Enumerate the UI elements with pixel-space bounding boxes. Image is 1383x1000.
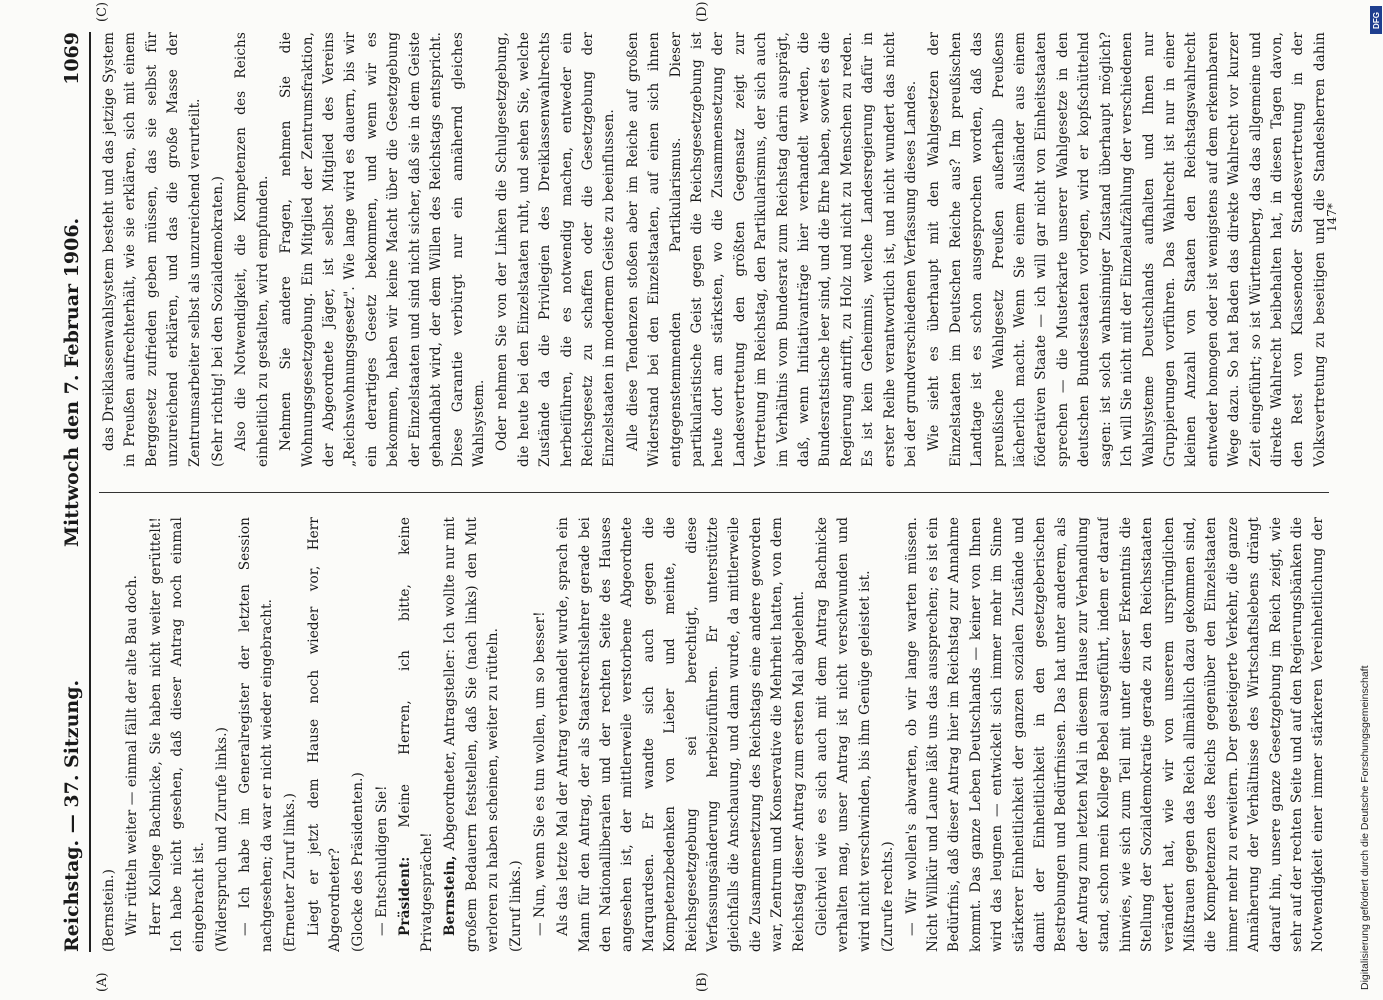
paragraph <box>812 517 876 952</box>
paragraph-text: Wie sieht es überhaupt mit den Wahlgesetzen der Einzelstaaten im Deutschen Reiche aus? Im preußischen Landtage ist es schon ausgesprochen worden, daß das preußische Wahlgesetz Preußen außerhalb Preußens lächerlich macht. Wenn Sie einem Ausländer aus einem föderativen Staate — ich will gar nicht von Einheitsstaaten sprechen — die Musterkarte unserer Wahlgesetze in den deutschen Bundesstaaten vorlegen, wird er kopfschüttelnd sagen: ist solch wahnsinniger Zustand überhaupt möglich? Ich will Sie nicht mit der Einzelaufzählung der verschiedenen Wahlsysteme Deutschlands aufhalten und Ihnen nur Gruppierungen vorführen. Das Wahlrecht ist nur in einer kleinen Anzahl von Staaten den Reichstagswahlrecht entweder homogen oder ist wenigstens auf dem erkennbaren Wege dazu. So hat Baden das direkte Wahlrecht vor kurzer Zeit eingeführt; so ist Württemberg, das das allgemeine und direkte Wahlrecht beibehalten hat, in diesen Tagen davon, den Rest von Klassenoder Standesvertretung in der Volksvertretung zu beseitigen und die Standesherren dahin <box>926 32 1328 467</box>
paragraph <box>208 32 229 467</box>
paragraph-text: Nehmen Sie andere Fragen, nehmen Sie die Wohnungsgesetzgebung. Ein Mitglied der Zentrumsfraktion, der Abgeordnete Jäger, ist selbst Mitglied des Vereins „Reichswohnungsgesetz". Wie lange wird es dauern, bis wir ein derartiges Gesetz bekommen, und wenn wir es bekommen, haben wir keine Macht über die Gesetzgebung der Einzelstaaten und sind nicht sicher, daß sie in dem Geiste gehandhabt wird, der dem Willen des Reichstags entspricht. Diese Garantie verbürgt nur ein annähernd gleiches Wahlsystem. <box>278 32 487 467</box>
paragraph <box>235 517 278 952</box>
margin-letter-c: (C) <box>95 1 110 22</box>
page-number: 1069 <box>61 32 83 85</box>
left-column <box>99 517 1329 952</box>
paragraph <box>348 517 369 952</box>
paragraph-text: (Sehr richtig! bei den Sozialdemokraten.) <box>210 175 227 467</box>
paragraph-text: Liegt er jetzt dem Hause noch wieder vor, Herr Abgeordneter? <box>305 517 344 952</box>
paragraph-text: (Zurufe rechts.) <box>880 841 897 952</box>
paragraph-text: Als das letzte Mal der Antrag verhandelt wurde, sprach ein Mann für den Antrag, der als Staatsrechtslehrer gerade bei den Nationalliberalen und der rechten Seite des Hauses angesehen ist, der mittlerweile verstorbene Abgeordnete Marquardsen. Er wandte sich auch gegen die Kompetenzbedenken von Lieber und meinte, die Reichsgesetzgebung sei berechtigt, diese Verfassungsänderung herbeizuführen. Er unterstützte gleichfalls die Anschauung, und dann wurde, da mittlerweile die Zusammensetzung des Reichstags eine andere geworden war, Zentrum und Konservative die Mehrheit hatten, von dem Reichstag dieser Antrag zum ersten Mal abgelehnt. <box>555 517 807 952</box>
folio-mark: 147* <box>1325 203 1339 232</box>
paragraph <box>99 32 206 467</box>
paragraph-text: (Bernstein.) <box>101 868 117 952</box>
paragraph <box>280 517 301 952</box>
paragraph <box>440 517 504 952</box>
margin-letter-b: (B) <box>695 972 710 992</box>
paragraph <box>212 517 233 952</box>
paragraph-text: Abgeordneter, Antragsteller: Ich wollte nur mit großem Bedauern feststellen, daß Sie (nach links) den Mut verloren zu haben scheinen, weiter zu rütteln. <box>442 517 501 952</box>
page-header <box>55 32 91 952</box>
margin-letter-d: (D) <box>695 1 710 22</box>
header-date: Mittwoch den 7. Februar 1906. <box>61 217 83 547</box>
paragraph <box>553 517 810 952</box>
speaker-name: Bernstein, <box>442 855 459 936</box>
paragraph-text: (Zuruf links.) <box>508 860 525 952</box>
paragraph-text: — Nun, wenn Sie es tun wollen, um so besser! <box>531 611 548 936</box>
paragraph <box>231 32 274 467</box>
margin-letter-a: (A) <box>95 972 110 992</box>
paragraph <box>122 517 143 952</box>
column-divider <box>99 492 1329 493</box>
rotated-page <box>55 1 1345 992</box>
paragraph <box>623 32 923 467</box>
paragraph <box>372 517 393 952</box>
dfg-logo-text: DFG <box>1371 11 1381 29</box>
paragraph <box>924 32 1329 467</box>
paragraph-text: Herr Kollege Bachnicke, Sie haben nicht weiter gerüttelt! Ich habe nicht gesehen, daß dieser Antrag noch einmal eingebracht ist. <box>147 517 207 952</box>
paragraph-text: Gleichviel wie es sich auch mit dem Antrag Bachnicke verhalten mag, unser Antrag ist nicht verschwunden und wird nicht verschwinden, bis ihm Genüge geleistet ist. <box>814 517 873 952</box>
paragraph-text: Alle diese Tendenzen stoßen aber im Reiche auf großen Widerstand bei den Einzelstaaten, auf einen sich ihnen entgegenstemmenden Partikularismus. Dieser partikularistische Geist gegen die Reichsgesetzgebung ist heute dort am stärksten, wo die Zusammensetzung der Landesvertretung den größten Gegensatz zeigt zur Vertretung im Reichstag, den Partikularismus, der sich auch im Verhältnis vom Bundesrat zum Reichstag darin ausprägt, daß, wenn Initiativanträge hier verhandelt werden, die Bundesratstische leer sind, und die Ehre haben, soweit es die Regierung antrifft, zu Holz und nicht zu Menschen zu reden. Es ist kein Geheimnis, welche Landesregierung dafür in erster Reihe verantwortlich ist, und nicht wundert das nicht bei der grundverschiedenen Verfassung dieses Landes. <box>624 32 920 467</box>
dfg-logo <box>1370 6 1382 34</box>
paragraph <box>146 517 210 952</box>
paragraph <box>878 517 899 952</box>
paragraph <box>99 517 120 952</box>
paragraph <box>395 517 438 952</box>
digitization-notice: Digitalisierung gefördert durch die Deutsche Forschungsgemeinschaft <box>1359 665 1371 990</box>
paragraph-text: (Erneuter Zuruf links.) <box>282 793 299 952</box>
paragraph <box>902 517 1329 952</box>
paragraph <box>492 32 620 467</box>
paragraph <box>276 32 490 467</box>
paragraph-text: das Dreiklassenwahlsystem besteht und das jetzige System in Preußen aufrechterhält, wie sie erklären, sich mit einem Berggesetz zufrieden geben müssen, das sie selbst für unzureichend erklären, und das die große Masse der Zentrumsarbeiter selbst als unzureichend verurteilt. <box>101 32 203 467</box>
speaker-name: Präsident: <box>397 856 414 936</box>
paragraph <box>530 517 551 952</box>
paragraph <box>304 517 347 952</box>
paragraph-text: (Glocke des Präsidenten.) <box>350 772 367 952</box>
paragraph-text: — Wir wollen's abwarten, ob wir lange warten müssen. Nicht Willkür und Laune läßt uns das aussprechen; es ist ein Bedürfnis, daß dieser Antrag hier im Reichstag zur Annahme kommt. Das ganze Leben Deutschlands — keiner von Ihnen wird das leugnen — entwickelt sich immer mehr im Sinne stärkerer Einheitlichkeit der ganzen sozialen Zustände und damit der Einheitlichkeit in den gesetzgeberischen Bestrebungen und Bedürfnissen. Das hat unter anderem, als der Antrag zum letzten Mal in diesem Hause zur Verhandlung stand, schon mein Kollege Bebel ausgeführt, indem er darauf hinwies, wie sich zum Teil mit unter dieser Erkenntnis die Stellung der Sozialdemokratie gerade zu den Reichsstaaten verändert hat, wie wir von unserem ursprünglichen Mißtrauen gegen das Reich allmählich dazu gekommen sind, die Kompetenzen des Reichs gegenüber den Einzelstaaten immer mehr zu erweitern. Der gesteigerte Verkehr, die ganze Annäherung der Verhältnisse des Wirtschaftslebens drängt darauf hin, unsere ganze Gesetzgebung im Reich zeigt, wie sehr auf der rechten Seite und auf den Regierungsbänken die Notwendigkeit einer immer stärkeren Vereinheitlichung der <box>903 517 1327 952</box>
paragraph-text: Meine Herren, ich bitte, keine Privatgespräche! <box>397 517 435 952</box>
paragraph-text: (Widerspruch und Zurufe links.) <box>214 726 231 952</box>
paragraph-text: — Ich habe im Generalregister der letzten Session nachgesehen; da war er nicht wieder eingebracht. <box>237 517 275 952</box>
header-left: Reichstag. — 37. Sitzung. <box>61 679 83 952</box>
paragraph-text: Also die Notwendigkeit, die Kompetenzen des Reichs einheitlich zu gestalten, wird empfunden. <box>233 32 271 467</box>
right-column <box>99 32 1329 467</box>
paragraph-text: — Entschuldigen Sie! <box>373 785 390 936</box>
paragraph <box>506 517 527 952</box>
paragraph-text: Wir rütteln weiter — einmal fällt der alte Bau doch. <box>124 574 141 936</box>
paragraph-text: Oder nehmen Sie von der Linken die Schulgesetzgebung, die heute bei den Einzelstaaten ruht, und sehen Sie, welche Zustände da die Privilegien des Dreiklassenwahlrechts herbeiführen, die es notwendig machen, entweder ein Reichsgesetz zu schaffen oder die Gesetzgebung der Einzelstaaten in modernem Geiste zu beeinflussen. <box>494 32 618 467</box>
